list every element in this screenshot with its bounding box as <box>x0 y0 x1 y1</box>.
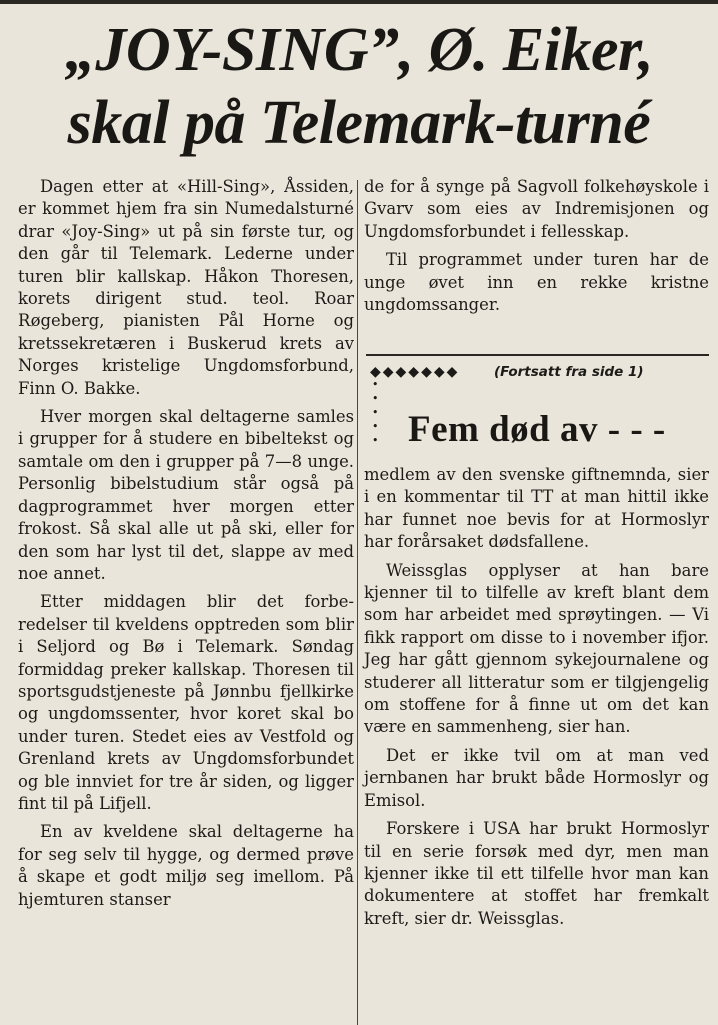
continued-from-label: (Fortsatt fra side 1) <box>494 364 644 380</box>
headline <box>0 14 718 160</box>
column-divider <box>357 180 358 1025</box>
dotted-ornament-column: • • • • • <box>372 378 379 447</box>
paragraph: medlem av den svenske giftnemnda, sier i en kommentar til TT at man hittil ikke har funnet noe bevis for at Hormoslyr har forårsaket dødsfallene. <box>364 465 709 552</box>
paragraph: Dagen etter at «Hill-Sing», Åssiden, er kommet hjem fra sin Numedalsturné drar «Joy-Sing» ut på sin første tur, og den går til Telemark. Lederne under turen blir kallskap. Håkon Thoresen, korets dirigent stud. teol. Roar Røgeberg, pianisten Pål Horne og kretssekretæren i Buskerud krets av Norges kristelige Ungdomsforbund, Finn O. Bakke. <box>18 177 354 398</box>
paragraph: Forskere i USA har brukt Hormoslyr til en serie forsøk med dyr, men man kjenner ikke til ett tilfelle hvor man kan dokumentere at stoffet har fremkalt kreft, sier dr. Weissglas. <box>364 819 709 928</box>
paragraph: Hver morgen skal deltagerne samles i grupper for å studere en bibeltekst og samtale om den i grupper på 7—8 unge. Personlig bibelstudium står også på dagprogrammet hver morgen etter frokost. Så skal alle ut på ski, eller for den som har lyst til det, slappe av med noe annet. <box>18 407 354 583</box>
paragraph: Weissglas opplyser at han bare kjenner til to tilfelle av kreft blant dem som har arbeidet med sprøytingen. — Vi fikk rapport om disse to i november ifjor. Jeg har gått gjennom sykejournalene og studerer all litteratur som er tilgjengelig om stoffene for å finne ut om det kan være en sammenheng, sier han. <box>364 560 709 737</box>
headline-line-2: skal på Telemark-turné <box>67 89 651 157</box>
paragraph: Til programmet under turen har de unge øvet inn en rekke kristne ungdomssanger. <box>364 250 709 315</box>
right-column-bottom <box>364 464 709 930</box>
headline-line-1: „JOY-SING”, Ø. Eiker, <box>64 16 654 84</box>
top-rule <box>0 0 718 4</box>
paragraph: de for å synge på Sagvoll folkehøyskole i Gvarv som eies av Indremisjonen og Ungdomsforbundet i fellesskap. <box>364 177 709 241</box>
paragraph: En av kveldene skal deltagerne ha for seg selv til hygge, og dermed prøve å skape et godt miljø seg imellom. På hjemturen stanser <box>18 822 354 909</box>
paragraph: Etter middagen blir det forberedelser til kveldens opptreden som blir i Seljord og Bø i Telemark. Søndag formiddag preker kallskap. Thoresen til sportsgudstjeneste på Jønnbu fjellkirke og ungdomssenter, hvor koret skal bo under turen. Stedet eies av Vestfold og Grenland krets av Ungdomsforbundet og ble innviet for tre år siden, og ligger fint til på Lifjell. <box>18 592 354 813</box>
right-column-top <box>364 176 709 316</box>
article-separator-rule <box>366 354 709 356</box>
article-title: Fem død av - - - <box>408 409 666 450</box>
paragraph: Det er ikke tvil om at man ved jernbanen har brukt både Hormoslyr og Emisol. <box>364 745 709 810</box>
dotted-ornament-row: ◆◆◆◆◆◆◆ <box>370 364 460 380</box>
left-column <box>18 176 354 911</box>
